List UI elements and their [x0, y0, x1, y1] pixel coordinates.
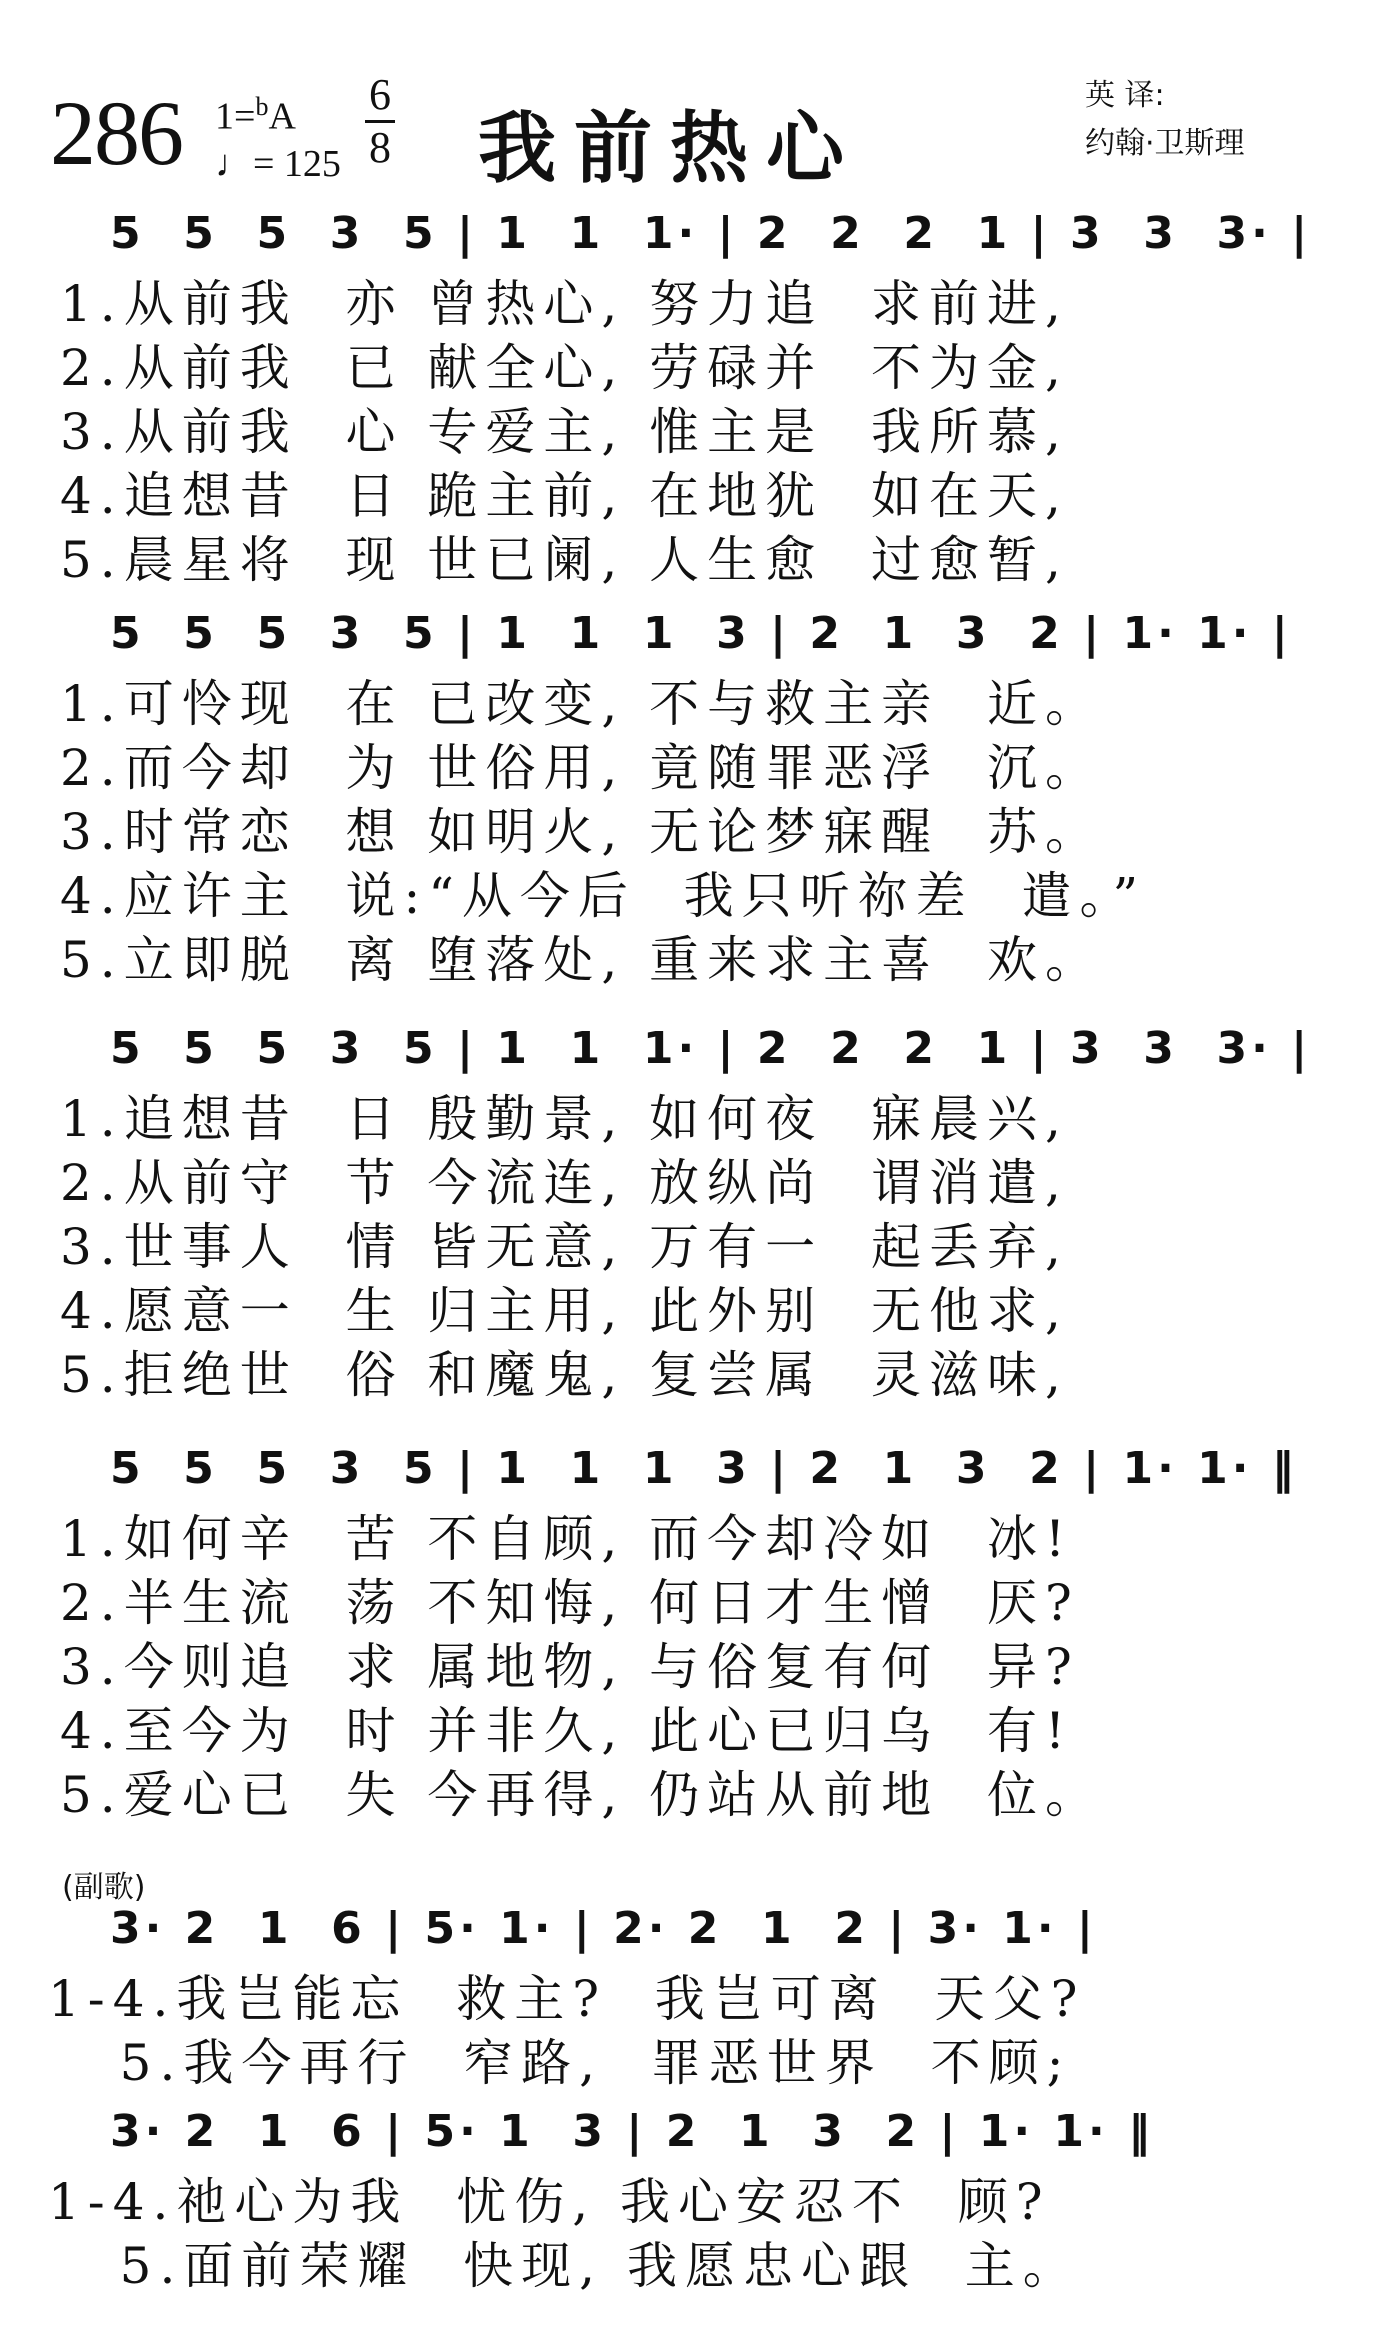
- lyric-line: 3.今则追 求 属地物, 与俗复有何 异?: [60, 1638, 1080, 1696]
- time-signature: [360, 72, 400, 171]
- lyric-line: 3.从前我 心 专爱主, 惟主是 我所慕,: [60, 403, 1069, 461]
- lyrics-block: [48, 1967, 1350, 2095]
- notation-line: 5 5 5 3 5 | 1 1 1· | 2 2 2 1 | 3 3 3· |: [110, 1023, 1312, 1074]
- lyrics-block: [60, 672, 1350, 992]
- flat-sign: b: [255, 92, 269, 121]
- lyric-line: 1-4.我岂能忘 救主? 我岂可离 天父?: [48, 1970, 1086, 2028]
- lyric-line: 4.追想昔 日 跪主前, 在地犹 如在天,: [60, 467, 1069, 525]
- lyric-line: 1-4.祂心为我 忧伤, 我心安忍不 顾?: [48, 2173, 1051, 2231]
- key-note: A: [268, 95, 296, 138]
- lyric-line: 3.世事人 情 皆无意, 万有一 起丢弃,: [60, 1218, 1069, 1276]
- lyric-line: 5.爱心已 失 今再得, 仍站从前地 位。: [60, 1766, 1103, 1824]
- lyric-line: 5.面前荣耀 快现, 我愿忠心跟 主。: [48, 2237, 1081, 2295]
- lyric-line: 5.拒绝世 俗 和魔鬼, 复尝属 灵滋味,: [60, 1346, 1069, 1404]
- time-top: 6: [369, 70, 391, 119]
- lyric-line: 2.从前守 节 今流连, 放纵尚 谓消遣,: [60, 1154, 1069, 1212]
- notation-line: 3· 2 1 6 | 5· 1 3 | 2 1 3 2 | 1· 1· ‖: [110, 2106, 1155, 2157]
- lyric-line: 5.立即脱 离 堕落处, 重来求主喜 欢。: [60, 931, 1103, 989]
- lyric-line: 2.而今却 为 世俗用, 竟随罪恶浮 沉。: [60, 739, 1103, 797]
- lyric-line: 2.从前我 已 献全心, 劳碌并 不为金,: [60, 339, 1069, 397]
- chorus-label: (副歌): [62, 1870, 146, 1905]
- lyric-line: 1.如何辛 苦 不自顾, 而今却冷如 冰!: [60, 1510, 1074, 1568]
- tempo-marking: ♩= 125: [215, 143, 341, 185]
- lyric-line: 1.可怜现 在 已改变, 不与救主亲 近。: [60, 675, 1103, 733]
- key-signature: [215, 92, 296, 139]
- lyric-line: 4.应许主 说:“从今后 我只听祢差 遣。”: [60, 867, 1147, 925]
- hymn-header: [0, 0, 1380, 200]
- lyric-line: 1.追想昔 日 殷勤景, 如何夜 寐晨兴,: [60, 1090, 1069, 1148]
- notation-line: 5 5 5 3 5 | 1 1 1 3 | 2 1 3 2 | 1· 1· ‖: [110, 1443, 1298, 1494]
- lyric-line: 5.我今再行 窄路, 罪恶世界 不顾;: [48, 2034, 1072, 2092]
- notation-line: 3· 2 1 6 | 5· 1· | 2· 2 1 2 | 3· 1· |: [110, 1903, 1098, 1954]
- lyric-line: 1.从前我 亦 曾热心, 努力追 求前进,: [60, 275, 1069, 333]
- lyric-line: 3.时常恋 想 如明火, 无论梦寐醒 苏。: [60, 803, 1103, 861]
- hymn-number: 286: [50, 82, 182, 184]
- credit-name: 约翰·卫斯理: [1085, 126, 1245, 161]
- lyric-line: 4.至今为 时 并非久, 此心已归乌 有!: [60, 1702, 1074, 1760]
- time-bottom: 8: [369, 123, 391, 172]
- lyrics-block: [60, 272, 1350, 592]
- lyric-line: 2.半生流 荡 不知悔, 何日才生憎 厌?: [60, 1574, 1080, 1632]
- lyric-line: 5.晨星将 现 世已阑, 人生愈 过愈暂,: [60, 531, 1069, 589]
- key-prefix: 1=: [215, 95, 256, 138]
- notation-line: 5 5 5 3 5 | 1 1 1 3 | 2 1 3 2 | 1· 1· |: [110, 608, 1292, 659]
- credit-label: 英 译:: [1085, 78, 1165, 113]
- lyric-line: 4.愿意一 生 归主用, 此外别 无他求,: [60, 1282, 1069, 1340]
- notation-line: 5 5 5 3 5 | 1 1 1· | 2 2 2 1 | 3 3 3· |: [110, 208, 1312, 259]
- lyrics-block: [60, 1507, 1350, 1827]
- lyrics-block: [60, 1087, 1350, 1407]
- lyrics-block: [48, 2170, 1350, 2298]
- hymn-title: 我前热心: [478, 104, 863, 194]
